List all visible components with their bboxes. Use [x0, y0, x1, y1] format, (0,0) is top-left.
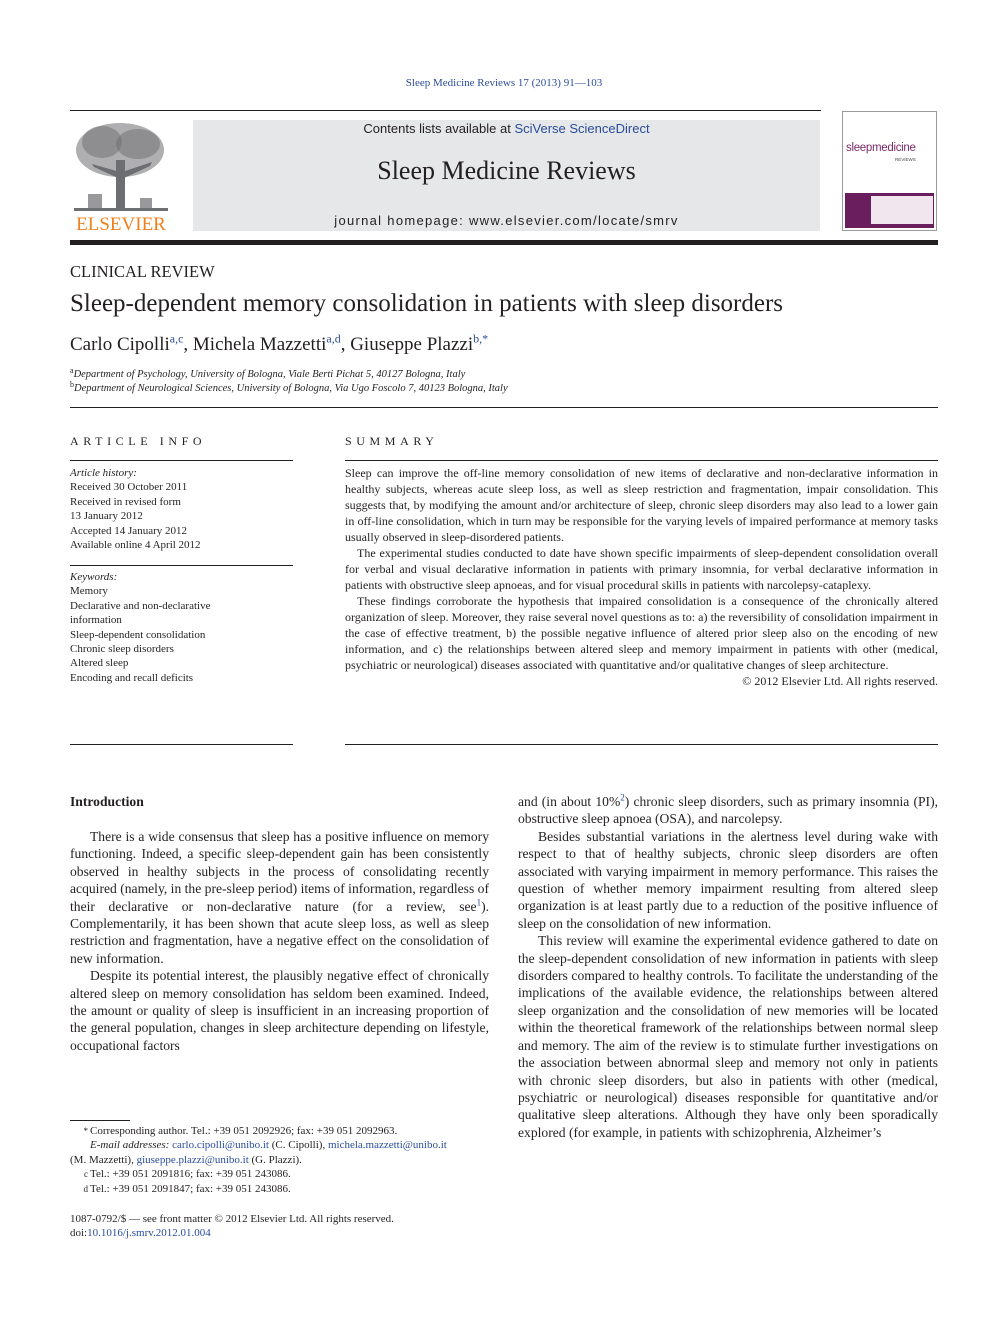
cover-subtitle: REVIEWS: [895, 157, 916, 162]
affiliation: $^a$Department of Psychology, University of Bologna, Viale Berti Pichat 5, 40127 Bologna, Italy: [70, 366, 466, 380]
body-paragraph: This review will examine the experimental evidence gathered to date on the sleep-dependent consolidation of new information in patients with sleep disorders compared to healthy controls. To facilitate the understanding of the implications of the available evidence, the relationships between altered sleep organization and the consolidation of new memories will be located within the theoretical framework of the relationships between normal sleep and memory. The aim of the review is to stimulate further investigations on the association between abnormal sleep and memory not only in patients with chronic sleep disorders, but also in patients with other (medical, psychiatric or neurological) diseases responsible for quantitative and/or qualitative sleep alterations. Although they have only been sporadically explored (for example, in patients with schizophrenia, Alzheimer’s: [518, 933, 938, 1140]
journal-homepage: journal homepage: www.elsevier.com/locate/smrv: [334, 213, 679, 228]
cover-image: [871, 196, 933, 224]
keyword: information: [70, 614, 122, 627]
footnotes: * Corresponding author. Tel.: +39 051 2092926; fax: +39 051 2092963. E-mail addresses: carlo.cipolli@unibo.it (C. Cipolli), michela.mazzetti@unibo.it (M. Mazzetti), giuseppe.plazzi@unibo.it (G. Plazzi). c Tel.: +39 051 2091816; fax: +39 051 243086. d Tel.: +39 051 2091847; fax: +39 051 243086.: [70, 1124, 490, 1196]
cover-title: sleepmedicine: [846, 142, 916, 154]
divider: [70, 744, 293, 745]
divider: [345, 460, 938, 461]
article-title: Sleep-dependent memory consolidation in patients with sleep disorders: [70, 290, 784, 317]
header-thick-rule: [70, 240, 938, 245]
doi-link[interactable]: 10.1016/j.smrv.2012.01.004: [87, 1227, 211, 1240]
email-link[interactable]: giuseppe.plazzi@unibo.it: [136, 1153, 249, 1166]
author-name: Giuseppe Plazzi: [350, 334, 474, 355]
author-affiliation-link[interactable]: b,*: [473, 331, 489, 346]
divider: [70, 460, 293, 461]
copyright: © 2012 Elsevier Ltd. All rights reserved.: [742, 674, 938, 688]
journal-banner: [193, 120, 820, 231]
affiliation: $^b$Department of Neurological Sciences, University of Bologna, Via Ugo Foscolo 7, 40123 Bologna, Italy: [70, 380, 508, 394]
section-heading-introduction: Introduction: [70, 794, 144, 809]
summary-heading: SUMMARY: [345, 434, 439, 448]
history-item: 13 January 2012: [70, 510, 143, 523]
summary-paragraph: Sleep can improve the off-line memory consolidation of new items of declarative and non-declarative information in healthy subjects, whereas acute sleep loss, as well as sleep restriction and fragmentation, impair consolidation. This suggests that, by modifying the amount and/or architecture of sleep, chronic sleep disorders may also lead to a lower gain in off-line consolidation, which in turn may be responsible for the varying levels of impaired performance at memory tasks usually observed in sleep-disordered patients.: [345, 466, 938, 544]
keyword: Altered sleep: [70, 657, 129, 670]
email-link[interactable]: carlo.cipolli@unibo.it: [172, 1139, 269, 1152]
body-paragraph: Despite its potential interest, the plausibly negative effect of chronically altered sleep on memory consolidation has seldom been examined. Indeed, the amount or quality of sleep is insufficient in an increasing proportion of the general population, changes in sleep architecture depending on lifestyle, occupational factors: [70, 968, 489, 1053]
elsevier-tree-icon: [70, 120, 172, 235]
body-paragraph: and (in about 10%$^2$) chronic sleep disorders, such as primary insomnia (PI), obstructive sleep apnoea (OSA), and narcolepsy.: [518, 792, 939, 827]
journal-cover-thumbnail[interactable]: [842, 111, 937, 231]
sciencedirect-link[interactable]: SciVerse ScienceDirect: [514, 121, 650, 136]
footnote-emails: E-mail addresses: carlo.cipolli@unibo.it (C. Cipolli), michela.mazzetti@unibo.it: [90, 1139, 447, 1152]
header-rule: [70, 110, 821, 111]
history-item: Accepted 14 January 2012: [70, 524, 187, 537]
email-link[interactable]: michela.mazzetti@unibo.it: [327, 1139, 447, 1152]
author-name: Michela Mazzetti: [192, 334, 327, 355]
homepage-link[interactable]: www.elsevier.com/locate/smrv: [468, 213, 679, 228]
keyword: Sleep-dependent consolidation: [70, 628, 206, 641]
keyword: Declarative and non-declarative: [70, 599, 211, 612]
body-paragraph: Besides substantial variations in the alertness level during wake with respect to that of healthy subjects, chronic sleep disorders are often associated with varying impairment in memory performance. This raises the question of whether memory impairment resulting from altered sleep organization is at least partly due to a reduction of the positive influence of sleep on the consolidation of new information.: [518, 828, 938, 931]
article-info-heading: ARTICLE INFO: [70, 434, 207, 448]
summary-text: [345, 465, 938, 689]
section-label: CLINICAL REVIEW: [70, 262, 215, 281]
doi-line: doi:10.1016/j.smrv.2012.01.004: [70, 1227, 211, 1240]
keywords: Keywords: Memory Declarative and non-declarative information Sleep-dependent consolidation Chronic sleep disorders Altered sleep Encoding and recall deficits: [70, 570, 295, 685]
keyword: Chronic sleep disorders: [70, 643, 174, 656]
journal-citation[interactable]: Sleep Medicine Reviews 17 (2013) 91—103: [405, 77, 603, 89]
footnote-corresponding: * Corresponding author. Tel.: +39 051 2092926; fax: +39 051 2092963.: [83, 1125, 398, 1137]
author-affiliation-link[interactable]: a,c: [169, 331, 184, 346]
page-footer: [70, 1212, 394, 1241]
footnote-rule: [70, 1120, 130, 1121]
author-name: Carlo Cipolli: [70, 334, 170, 355]
section-rule: [70, 407, 938, 408]
article-history: Article history: Received 30 October 2011 Received in revised form 13 January 2012 Accepted 14 January 2012 Available online 4 April 2012: [70, 466, 295, 552]
divider: [345, 744, 938, 745]
history-item: Received in revised form: [70, 495, 181, 508]
journal-name: Sleep Medicine Reviews: [377, 156, 636, 185]
history-item: Available online 4 April 2012: [70, 539, 201, 552]
keyword: Memory: [70, 585, 108, 598]
body-paragraph: There is a wide consensus that sleep has a positive influence on memory functioning. Indeed, a specific sleep-dependent gain has been consistently observed in healthy subjects in the process of consolidating recently acquired (namely, in the pre-sleep period) items of information, regardless of their declarative or non-declarative nature (for a review, see$^1$). Complementarily, it has been shown that acute sleep loss, as well as sleep restriction and fragmentation, have a negative effect on the consolidation of new information.: [70, 829, 489, 966]
author-list: Carlo Cipolli$^{a,c}$, Michela Mazzetti$^{a,d}$, Giuseppe Plazzi$^{b,*}$: [70, 331, 489, 355]
contents-line: Contents lists available at SciVerse ScienceDirect: [363, 121, 650, 136]
body-column-right: [518, 793, 938, 1141]
divider: [70, 565, 293, 566]
publisher-wordmark: ELSEVIER: [76, 214, 166, 235]
summary-paragraph: These findings corroborate the hypothesis that impaired consolidation is a consequence of the chronically altered organization of sleep. Moreover, they raise several novel questions as to: a) the reversibility of consolidation impairment in the case of effective treatment, b) the possible negative influence of altered prior sleep also on the encoding of new information, and c) the relationships between altered sleep and memory impairment in patients with other (medical, psychiatric or neurological) diseases associated with quantitative and/or qualitative changes of sleep architecture.: [345, 594, 938, 672]
history-item: Received 30 October 2011: [70, 481, 188, 494]
reference-link[interactable]: 1: [476, 897, 482, 908]
elsevier-logo: [70, 120, 172, 235]
reference-link[interactable]: 2: [620, 792, 625, 803]
footnote-c: c Tel.: +39 051 2091816; fax: +39 051 243086.: [84, 1168, 291, 1181]
body-column-left: [70, 828, 489, 1054]
issn-line: 1087-0792/$ — see front matter © 2012 Elsevier Ltd. All rights reserved.: [70, 1213, 394, 1225]
footnote-d: d Tel.: +39 051 2091847; fax: +39 051 243086.: [83, 1182, 291, 1195]
author-affiliation-link[interactable]: a,d: [326, 331, 341, 346]
keyword: Encoding and recall deficits: [70, 671, 194, 684]
summary-paragraph: The experimental studies conducted to date have shown specific impairments of sleep-dependent consolidation overall for verbal and visual declarative information in patients with primary insomnia, for verbal declarative information in patients with obstructive sleep apnoeas, and for visual procedural skills in patients with narcolepsy-cataplexy.: [345, 546, 938, 592]
